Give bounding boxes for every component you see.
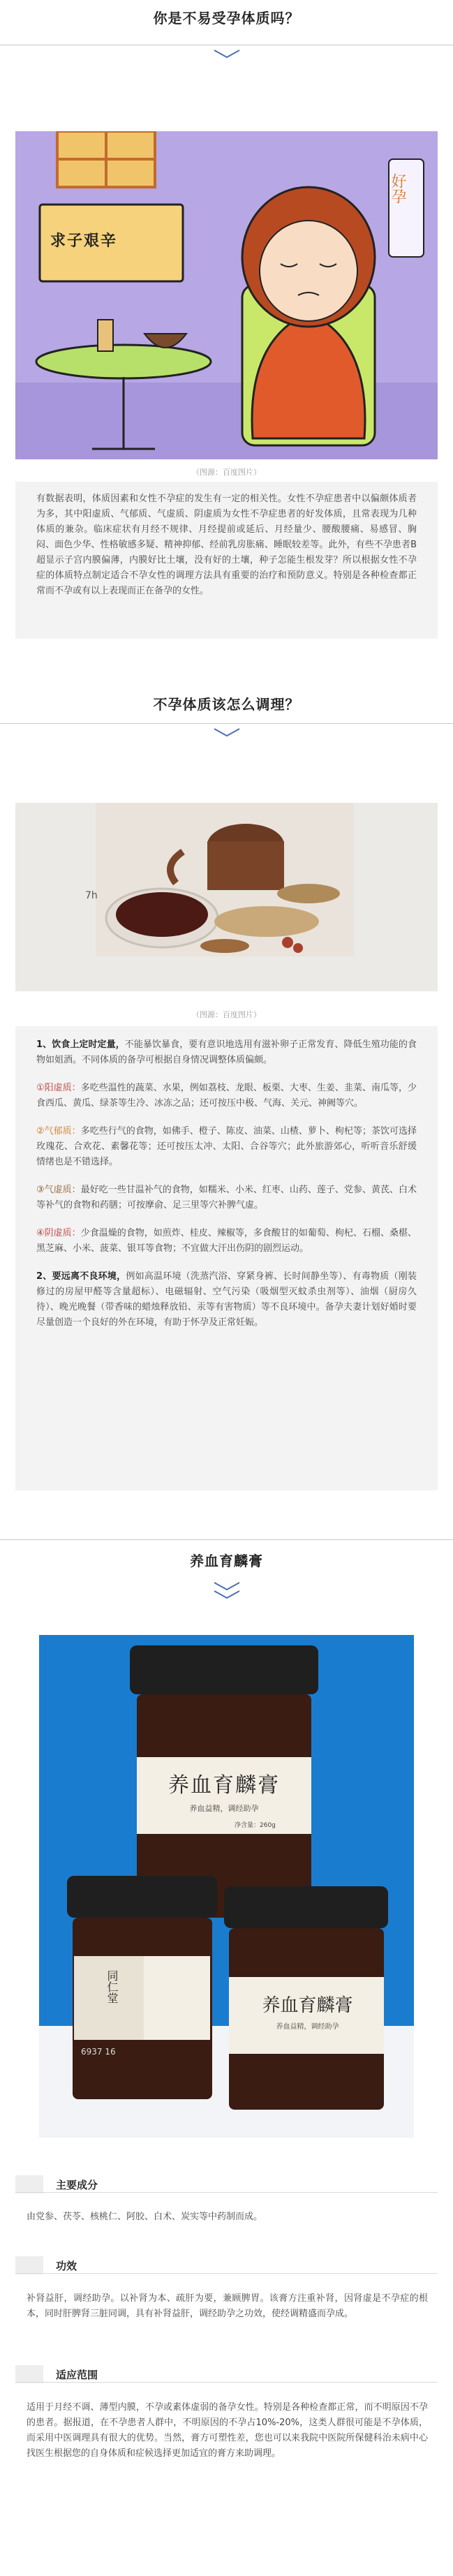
section2-title: 不孕体质该怎么调理？ [153,696,300,713]
qi-label: ②气郁质： [36,1126,81,1137]
product-photo [39,1635,414,2138]
header-underline [15,2382,438,2383]
ingredients-header [15,2175,438,2199]
product-side-label: 同仁堂 [105,1970,119,2004]
product-label-sub: 养血益精，调经助孕 [189,1804,259,1813]
point1-paragraph [36,1037,417,1068]
header-underline [15,2192,438,2193]
scope-title: 适应范围 [56,2369,98,2381]
qixu-text: 最好吃一些甘温补气的食物，如糯米、小米、红枣、山药、莲子、党参、黄芪、白术等补气的食物和药膳；可按摩俞、足三里等穴补脾气虚。 [36,1185,417,1211]
yin-label: ④阴虚质： [36,1228,81,1238]
point2-paragraph [36,1269,417,1331]
section3-header [0,1550,453,1570]
yin-paragraph [36,1226,417,1257]
point2-text: 例如高温环境（洗蒸汽浴、穿紧身裤、长时间静坐等）、有毒物质（刚装修过的房屋甲醛等含量超标）、电磁辐射、空气污染（吸烟型灭蚊杀虫剂等）、油烟（厨房久待）、晚光晚餐（带香味的蜡烛释放铅、汞等有害物质）等不良环境中。备孕夫妻计划好婚时要尽量创造一个良好的外在环境，有助于怀孕及正常妊娠。 [36,1271,417,1328]
herbal-photo [15,803,438,991]
image-caption: （图源：百度图片） [192,468,261,477]
efficacy-header [15,2256,438,2280]
qi-text: 多吃些行气的食物，如佛手、橙子、陈皮、油菜、山楂、萝卜、枸杞等；茶饮可选择玫瑰花、合欢花、素馨花等；还可按压太冲、太阳、合谷等穴；此外旅游郊心，听听音乐舒缓情绪也是不错选择。 [36,1126,417,1167]
illustration-infertility [15,131,438,459]
product-barcode-text: 6937 16 [81,2047,116,2057]
cartoon-woman-image [15,131,438,459]
photo-watermark: 7h [85,890,98,901]
section1-text-box [15,482,438,639]
section2-rule [0,723,453,724]
herbal-tea-image [15,803,438,991]
chevron-down-icon [213,727,241,737]
yin-text: 少食温燥的食物，如煎炸、桂皮、辣椒等，多食酸甘的如葡萄、枸杞、石榴、桑椹、黑芝麻、小米、菠菜、银耳等食物；不宜做大汗出伤阴的剧烈运动。 [36,1228,417,1254]
chevron-down-icon [213,1590,241,1599]
point2-heading: 2、要远离不良环境， [36,1271,126,1282]
point1-text: 不能暴饮暴食，要有意识地选用有滋补卵子正常发育、降低生殖功能的食物如姐酒。不同体质的备孕可根据自身情况调整体质偏颇。 [36,1039,417,1065]
chevron-down-icon [213,49,241,59]
product-label-name: 养血育麟膏 [168,1773,280,1798]
illustration-side-text: 好孕 [389,173,406,204]
product-net-weight: 净含量：260g [235,1822,276,1829]
ingredients-text: 由党参、茯苓、核桃仁、阿胶、白术、炭实等中药制而成。 [27,2212,263,2222]
product-label-name-right: 养血育麟膏 [262,1995,353,2016]
ingredients-title: 主要成分 [56,2179,98,2191]
yang-text: 多吃些温性的蔬菜、水果，例如荔枝、龙眼、板栗、大枣、生姜、韭菜、南瓜等，少食西瓜、黄瓜、绿茶等生冷、冰冻之品；还可按压中极、气海、关元、神阙等穴。 [36,1083,417,1109]
efficacy-text: 补肾益肝，调经助孕。以补肾为本、疏肝为要，兼顾脾胃。该膏方注重补肾，因肾虚是不孕症的根本，同时肝脾肾三脏同调，具有补肾益肝，调经助孕之功效，使经调精盛而孕成。 [27,2293,428,2319]
product-label-sub-right: 养血益精，调经助孕 [276,2023,339,2031]
yang-paragraph [36,1081,417,1111]
header-thumbnail [15,2256,43,2274]
image-caption: （图源：百度图片） [192,1010,261,1019]
section1-title: 你是不易受孕体质吗？ [153,10,300,27]
section1-header [0,7,453,27]
scope-header [15,2365,438,2389]
section2-text-box [15,1026,438,1490]
section1-paragraph: 有数据表明，体质因素和女性不孕症的发生有一定的相关性。女性不孕症患者中以偏颇体质者为多，其中阳虚质、气郁质、气虚质、阴虚质为女性不孕症患者的好发体质，且常表现为几种体质的兼杂。临床症状有月经不规律、月经提前或延后、月经量少、腰酸腰痛、易感冒、胸闷、面色少华、性格敏感多疑、精神抑郁、经前乳房胀痛、睡眠较差等。此外，有些不孕患者B超显示子宫内膜偏薄，内膜好比土壤，没有好的土壤，种子怎能生根发芽？所以根据女性不孕症的体质特点制定适合不孕女性的调理方法具有重要的治疗和预防意义。特别是各种检查都正常而不孕或有以上表现而正在备孕的女性。 [36,494,417,596]
section2-header [0,693,453,713]
efficacy-title: 功效 [56,2260,77,2272]
scope-text: 适用于月经不调、薄型内膜，不孕或素体虚弱的备孕女性。特别是各种检查都正常，而不明原因不孕的患者。据报道，在不孕患者人群中，不明原因的不孕占10%-20%，这类人群很可能是不孕体质，而采用中医调理具有很大的优势。当然，膏方可塑性差，您也可以来我院中医院所保健科治未病中心找医生根据您的自身体质和症候选择更加适宜的膏方来助调理。 [27,2402,428,2459]
qixu-label: ③气虚质： [36,1185,81,1195]
section3-title: 养血育麟膏 [190,1553,263,1569]
section3-top-rule [0,1539,453,1540]
illustration-board-text: 求子艰辛 [50,232,118,250]
product-jars-image [39,1635,414,2138]
header-thumbnail [15,2365,43,2383]
qixu-paragraph [36,1183,417,1213]
qi-paragraph [36,1124,417,1170]
header-underline [15,2273,438,2274]
yang-label: ①阳虚质： [36,1083,81,1093]
point1-heading: 1、饮食上定时定量， [36,1039,125,1050]
header-thumbnail [15,2175,43,2193]
